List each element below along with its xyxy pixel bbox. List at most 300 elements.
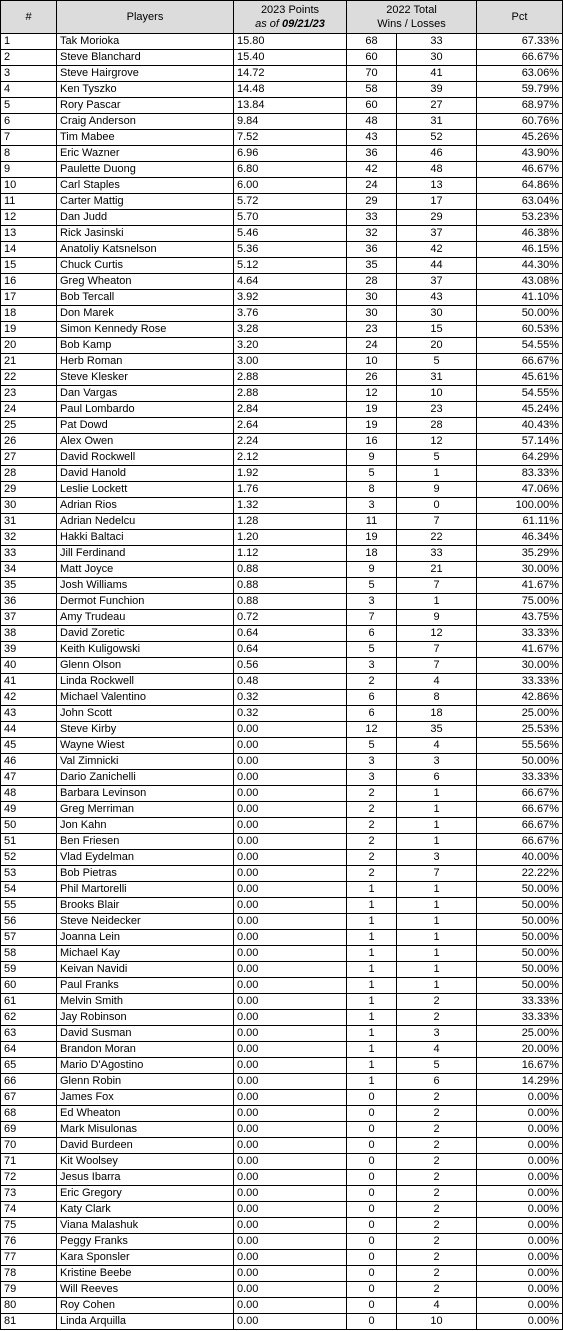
pct-cell: 46.38% [477, 226, 563, 242]
rank-cell: 43 [1, 706, 57, 722]
table-row [1, 786, 563, 802]
player-name-cell: David Zoretic [57, 626, 234, 642]
table-row [1, 498, 563, 514]
record-header-subtitle: Wins / Losses [377, 18, 446, 30]
record-header [347, 1, 477, 34]
points-cell: 7.52 [234, 130, 347, 146]
table-row [1, 450, 563, 466]
wins-cell: 12 [347, 386, 397, 402]
player-name-cell: Vlad Eydelman [57, 850, 234, 866]
rank-cell: 52 [1, 850, 57, 866]
players-header: Players [57, 1, 234, 34]
points-cell: 0.00 [234, 930, 347, 946]
rank-cell: 7 [1, 130, 57, 146]
pct-cell: 59.79% [477, 82, 563, 98]
points-cell: 15.40 [234, 50, 347, 66]
losses-cell: 7 [397, 578, 477, 594]
table-row [1, 594, 563, 610]
player-name-cell: Adrian Nedelcu [57, 514, 234, 530]
table-row [1, 210, 563, 226]
pct-cell: 53.23% [477, 210, 563, 226]
player-name-cell: Leslie Lockett [57, 482, 234, 498]
points-cell: 6.96 [234, 146, 347, 162]
points-cell: 0.00 [234, 1106, 347, 1122]
rank-cell: 9 [1, 162, 57, 178]
pct-cell: 47.06% [477, 482, 563, 498]
pct-cell: 33.33% [477, 626, 563, 642]
points-cell: 5.46 [234, 226, 347, 242]
pct-cell: 45.61% [477, 370, 563, 386]
losses-cell: 15 [397, 322, 477, 338]
pct-cell: 0.00% [477, 1298, 563, 1314]
wins-cell: 1 [347, 1058, 397, 1074]
rank-cell: 28 [1, 466, 57, 482]
table-row [1, 1186, 563, 1202]
points-cell: 2.88 [234, 370, 347, 386]
pct-cell: 0.00% [477, 1282, 563, 1298]
wins-cell: 1 [347, 1010, 397, 1026]
wins-cell: 42 [347, 162, 397, 178]
pct-cell: 61.11% [477, 514, 563, 530]
wins-cell: 0 [347, 1250, 397, 1266]
table-row [1, 1154, 563, 1170]
pct-cell: 41.67% [477, 578, 563, 594]
points-cell: 0.00 [234, 1282, 347, 1298]
losses-cell: 44 [397, 258, 477, 274]
wins-cell: 7 [347, 610, 397, 626]
table-row [1, 1250, 563, 1266]
wins-cell: 9 [347, 450, 397, 466]
player-name-cell: Carter Mattig [57, 194, 234, 210]
losses-cell: 2 [397, 1250, 477, 1266]
table-row [1, 930, 563, 946]
losses-cell: 30 [397, 50, 477, 66]
points-header-date: 09/21/23 [282, 18, 325, 30]
pct-cell: 63.04% [477, 194, 563, 210]
player-name-cell: Jay Robinson [57, 1010, 234, 1026]
losses-cell: 0 [397, 498, 477, 514]
player-name-cell: Craig Anderson [57, 114, 234, 130]
pct-cell: 67.33% [477, 34, 563, 50]
losses-cell: 1 [397, 882, 477, 898]
wins-cell: 3 [347, 754, 397, 770]
pct-cell: 33.33% [477, 770, 563, 786]
pct-cell: 50.00% [477, 914, 563, 930]
losses-cell: 4 [397, 1042, 477, 1058]
table-row [1, 1282, 563, 1298]
losses-cell: 1 [397, 978, 477, 994]
rank-cell: 80 [1, 1298, 57, 1314]
losses-cell: 3 [397, 1026, 477, 1042]
table-row [1, 690, 563, 706]
rank-cell: 74 [1, 1202, 57, 1218]
rank-cell: 48 [1, 786, 57, 802]
pct-cell: 0.00% [477, 1170, 563, 1186]
losses-cell: 43 [397, 290, 477, 306]
rank-cell: 30 [1, 498, 57, 514]
rank-header: # [1, 1, 57, 34]
player-name-cell: Ed Wheaton [57, 1106, 234, 1122]
pct-cell: 0.00% [477, 1266, 563, 1282]
rank-cell: 60 [1, 978, 57, 994]
table-row [1, 386, 563, 402]
rank-cell: 62 [1, 1010, 57, 1026]
player-name-cell: James Fox [57, 1090, 234, 1106]
player-name-cell: Steve Blanchard [57, 50, 234, 66]
player-name-cell: Simon Kennedy Rose [57, 322, 234, 338]
pct-cell: 14.29% [477, 1074, 563, 1090]
losses-cell: 30 [397, 306, 477, 322]
points-cell: 0.00 [234, 866, 347, 882]
rank-cell: 26 [1, 434, 57, 450]
pct-cell: 64.86% [477, 178, 563, 194]
rank-cell: 19 [1, 322, 57, 338]
pct-cell: 45.26% [477, 130, 563, 146]
player-name-cell: Dan Vargas [57, 386, 234, 402]
wins-cell: 70 [347, 66, 397, 82]
losses-cell: 1 [397, 914, 477, 930]
pct-cell: 45.24% [477, 402, 563, 418]
player-name-cell: Tim Mabee [57, 130, 234, 146]
table-row [1, 162, 563, 178]
rank-cell: 31 [1, 514, 57, 530]
table-row [1, 482, 563, 498]
wins-cell: 11 [347, 514, 397, 530]
rank-cell: 57 [1, 930, 57, 946]
pct-cell: 20.00% [477, 1042, 563, 1058]
table-row [1, 354, 563, 370]
table-row [1, 658, 563, 674]
table-row [1, 514, 563, 530]
pct-cell: 0.00% [477, 1186, 563, 1202]
pct-cell: 50.00% [477, 306, 563, 322]
losses-cell: 41 [397, 66, 477, 82]
rank-cell: 59 [1, 962, 57, 978]
wins-cell: 36 [347, 146, 397, 162]
wins-cell: 68 [347, 34, 397, 50]
losses-cell: 33 [397, 34, 477, 50]
table-row [1, 66, 563, 82]
wins-cell: 0 [347, 1218, 397, 1234]
losses-cell: 2 [397, 1186, 477, 1202]
points-cell: 5.36 [234, 242, 347, 258]
table-row [1, 898, 563, 914]
losses-cell: 2 [397, 1266, 477, 1282]
rank-cell: 16 [1, 274, 57, 290]
table-row [1, 146, 563, 162]
player-name-cell: Phil Martorelli [57, 882, 234, 898]
points-cell: 1.32 [234, 498, 347, 514]
table-row [1, 50, 563, 66]
losses-cell: 2 [397, 1218, 477, 1234]
pct-cell: 0.00% [477, 1202, 563, 1218]
table-row [1, 738, 563, 754]
losses-cell: 2 [397, 1090, 477, 1106]
rank-cell: 51 [1, 834, 57, 850]
table-row [1, 1058, 563, 1074]
points-cell: 0.00 [234, 978, 347, 994]
rank-cell: 12 [1, 210, 57, 226]
table-row [1, 178, 563, 194]
losses-cell: 1 [397, 962, 477, 978]
player-name-cell: Pat Dowd [57, 418, 234, 434]
rank-cell: 11 [1, 194, 57, 210]
wins-cell: 5 [347, 578, 397, 594]
table-row [1, 706, 563, 722]
losses-cell: 7 [397, 642, 477, 658]
table-row [1, 402, 563, 418]
points-cell: 14.48 [234, 82, 347, 98]
pct-cell: 43.75% [477, 610, 563, 626]
losses-cell: 20 [397, 338, 477, 354]
pct-cell: 16.67% [477, 1058, 563, 1074]
wins-cell: 5 [347, 466, 397, 482]
table-row [1, 850, 563, 866]
pct-cell: 66.67% [477, 802, 563, 818]
points-cell: 0.00 [234, 786, 347, 802]
pct-cell: 0.00% [477, 1218, 563, 1234]
wins-cell: 32 [347, 226, 397, 242]
rank-cell: 72 [1, 1170, 57, 1186]
points-cell: 0.00 [234, 802, 347, 818]
player-name-cell: Barbara Levinson [57, 786, 234, 802]
table-row [1, 578, 563, 594]
points-cell: 6.80 [234, 162, 347, 178]
wins-cell: 6 [347, 626, 397, 642]
rank-cell: 23 [1, 386, 57, 402]
rank-cell: 22 [1, 370, 57, 386]
wins-cell: 26 [347, 370, 397, 386]
table-row [1, 370, 563, 386]
points-cell: 0.00 [234, 1010, 347, 1026]
table-row [1, 434, 563, 450]
points-cell: 0.00 [234, 1186, 347, 1202]
losses-cell: 5 [397, 1058, 477, 1074]
rank-cell: 33 [1, 546, 57, 562]
rank-cell: 27 [1, 450, 57, 466]
points-cell: 0.00 [234, 770, 347, 786]
losses-cell: 1 [397, 898, 477, 914]
player-name-cell: Alex Owen [57, 434, 234, 450]
table-row [1, 98, 563, 114]
player-name-cell: Greg Wheaton [57, 274, 234, 290]
losses-cell: 7 [397, 514, 477, 530]
points-cell: 0.00 [234, 818, 347, 834]
losses-cell: 29 [397, 210, 477, 226]
rank-cell: 3 [1, 66, 57, 82]
wins-cell: 6 [347, 706, 397, 722]
player-name-cell: Mario D'Agostino [57, 1058, 234, 1074]
rank-cell: 71 [1, 1154, 57, 1170]
table-row [1, 882, 563, 898]
pct-cell: 41.67% [477, 642, 563, 658]
losses-cell: 17 [397, 194, 477, 210]
player-name-cell: Tak Morioka [57, 34, 234, 50]
player-name-cell: Eric Gregory [57, 1186, 234, 1202]
points-cell: 0.00 [234, 1298, 347, 1314]
points-cell: 3.92 [234, 290, 347, 306]
points-cell: 0.00 [234, 1042, 347, 1058]
pct-cell: 66.67% [477, 834, 563, 850]
points-cell: 0.00 [234, 834, 347, 850]
player-name-cell: Michael Valentino [57, 690, 234, 706]
points-cell: 0.88 [234, 578, 347, 594]
points-cell: 0.88 [234, 562, 347, 578]
pct-cell: 33.33% [477, 1010, 563, 1026]
player-name-cell: Kit Woolsey [57, 1154, 234, 1170]
points-cell: 0.00 [234, 1026, 347, 1042]
rank-cell: 39 [1, 642, 57, 658]
wins-cell: 0 [347, 1106, 397, 1122]
table-row [1, 194, 563, 210]
rank-cell: 77 [1, 1250, 57, 1266]
losses-cell: 2 [397, 1106, 477, 1122]
player-name-cell: Steve Hairgrove [57, 66, 234, 82]
wins-cell: 19 [347, 530, 397, 546]
rank-cell: 29 [1, 482, 57, 498]
pct-cell: 25.00% [477, 1026, 563, 1042]
wins-cell: 1 [347, 978, 397, 994]
losses-cell: 2 [397, 1170, 477, 1186]
player-name-cell: Glenn Robin [57, 1074, 234, 1090]
table-row [1, 1106, 563, 1122]
points-cell: 0.00 [234, 1170, 347, 1186]
points-cell: 0.00 [234, 754, 347, 770]
table-row [1, 770, 563, 786]
points-header-subtitle [234, 17, 346, 31]
player-name-cell: Katy Clark [57, 1202, 234, 1218]
rank-cell: 21 [1, 354, 57, 370]
points-cell: 0.64 [234, 642, 347, 658]
rank-cell: 46 [1, 754, 57, 770]
table-row [1, 1074, 563, 1090]
table-row [1, 866, 563, 882]
player-name-cell: Jesus Ibarra [57, 1170, 234, 1186]
losses-cell: 10 [397, 386, 477, 402]
player-name-cell: Melvin Smith [57, 994, 234, 1010]
rank-cell: 67 [1, 1090, 57, 1106]
wins-cell: 0 [347, 1314, 397, 1330]
losses-cell: 7 [397, 866, 477, 882]
losses-cell: 21 [397, 562, 477, 578]
rank-cell: 45 [1, 738, 57, 754]
wins-cell: 1 [347, 914, 397, 930]
player-name-cell: Bob Tercall [57, 290, 234, 306]
player-name-cell: Ken Tyszko [57, 82, 234, 98]
table-row [1, 530, 563, 546]
wins-cell: 8 [347, 482, 397, 498]
table-row [1, 1138, 563, 1154]
losses-cell: 1 [397, 786, 477, 802]
pct-cell: 46.34% [477, 530, 563, 546]
points-cell: 15.80 [234, 34, 347, 50]
pct-cell: 0.00% [477, 1154, 563, 1170]
player-name-cell: Glenn Olson [57, 658, 234, 674]
pct-cell: 43.90% [477, 146, 563, 162]
player-name-cell: Bob Pietras [57, 866, 234, 882]
pct-cell: 66.67% [477, 354, 563, 370]
player-name-cell: Jill Ferdinand [57, 546, 234, 562]
points-cell: 9.84 [234, 114, 347, 130]
table-row [1, 1218, 563, 1234]
player-name-cell: Dermot Funchion [57, 594, 234, 610]
points-header [234, 1, 347, 34]
losses-cell: 1 [397, 834, 477, 850]
losses-cell: 8 [397, 690, 477, 706]
wins-cell: 2 [347, 818, 397, 834]
table-row [1, 674, 563, 690]
table-row [1, 610, 563, 626]
player-name-cell: Bob Kamp [57, 338, 234, 354]
wins-cell: 3 [347, 594, 397, 610]
losses-cell: 4 [397, 674, 477, 690]
rank-cell: 58 [1, 946, 57, 962]
losses-cell: 48 [397, 162, 477, 178]
pct-cell: 50.00% [477, 898, 563, 914]
wins-cell: 30 [347, 290, 397, 306]
points-cell: 0.48 [234, 674, 347, 690]
losses-cell: 35 [397, 722, 477, 738]
losses-cell: 1 [397, 594, 477, 610]
table-row [1, 290, 563, 306]
player-name-cell: Josh Williams [57, 578, 234, 594]
losses-cell: 9 [397, 482, 477, 498]
points-cell: 3.76 [234, 306, 347, 322]
wins-cell: 2 [347, 834, 397, 850]
losses-cell: 3 [397, 754, 477, 770]
wins-cell: 3 [347, 658, 397, 674]
rank-cell: 13 [1, 226, 57, 242]
losses-cell: 31 [397, 370, 477, 386]
rank-cell: 69 [1, 1122, 57, 1138]
losses-cell: 1 [397, 466, 477, 482]
player-name-cell: Dario Zanichelli [57, 770, 234, 786]
table-row [1, 130, 563, 146]
points-cell: 4.64 [234, 274, 347, 290]
table-row [1, 754, 563, 770]
pct-cell: 0.00% [477, 1234, 563, 1250]
wins-cell: 1 [347, 1042, 397, 1058]
table-row [1, 1010, 563, 1026]
wins-cell: 0 [347, 1170, 397, 1186]
player-name-cell: Linda Arquilla [57, 1314, 234, 1330]
table-header [1, 1, 563, 34]
points-cell: 3.00 [234, 354, 347, 370]
rank-cell: 47 [1, 770, 57, 786]
table-row [1, 914, 563, 930]
wins-cell: 16 [347, 434, 397, 450]
pct-cell: 25.53% [477, 722, 563, 738]
table-row [1, 322, 563, 338]
rank-cell: 32 [1, 530, 57, 546]
losses-cell: 12 [397, 434, 477, 450]
table-row [1, 1122, 563, 1138]
points-cell: 3.20 [234, 338, 347, 354]
rank-cell: 25 [1, 418, 57, 434]
pct-cell: 22.22% [477, 866, 563, 882]
pct-cell: 75.00% [477, 594, 563, 610]
table-row [1, 1170, 563, 1186]
wins-cell: 0 [347, 1282, 397, 1298]
rank-cell: 65 [1, 1058, 57, 1074]
losses-cell: 3 [397, 850, 477, 866]
losses-cell: 39 [397, 82, 477, 98]
pct-cell: 0.00% [477, 1106, 563, 1122]
table-row [1, 562, 563, 578]
losses-cell: 37 [397, 226, 477, 242]
points-cell: 0.00 [234, 1250, 347, 1266]
losses-cell: 5 [397, 450, 477, 466]
